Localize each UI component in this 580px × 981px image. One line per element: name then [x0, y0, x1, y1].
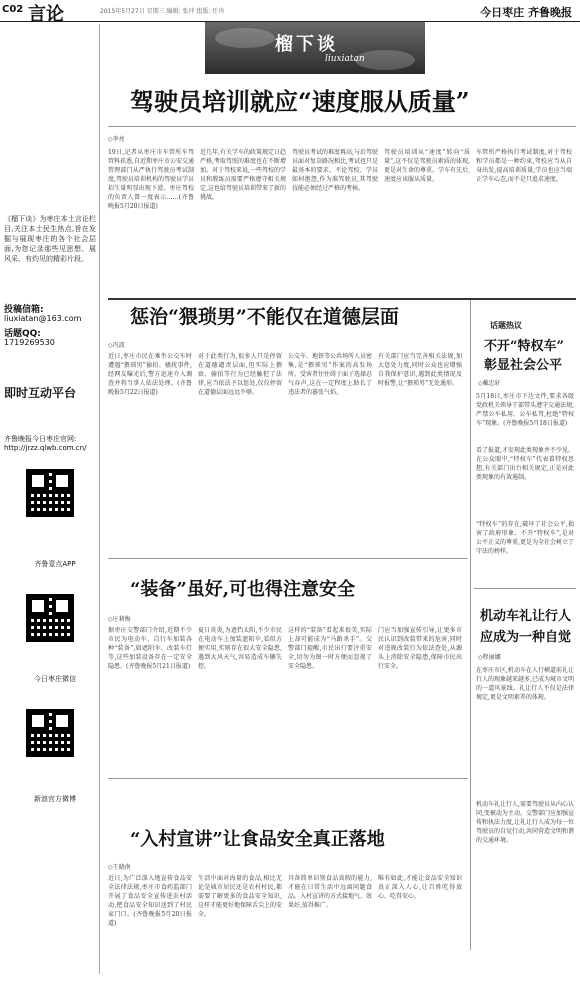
article-6-author: ◇程丽娜 [478, 654, 501, 661]
qq-title: 话题QQ: [4, 329, 41, 339]
page-number: C02 [2, 4, 24, 15]
divider [108, 558, 468, 559]
qr-code-weibo[interactable] [26, 709, 74, 757]
divider [474, 588, 576, 589]
cloud-decoration [215, 28, 275, 48]
article-3-col3: 这样的“装备”看起来很美,实际上却可能成为“马路杀手”。交警部门提醒,市民出行要注重安全,切勿为图一时方便而忽视了安全隐患。 [288, 627, 372, 670]
article-5-author: ◇戴忠轩 [478, 380, 501, 387]
article-3-col2: 夏日炎炎,为遮挡太阳,不少市民在电动车上加装遮阳伞,看似方便实用,实则存在很大安全隐患,遇到大风天气,容易造成车辆失控。 [198, 627, 282, 670]
article-4-col1: 近日,为广泛深入地宣传食品安全法律法规,枣庄市食药监部门开展了食品安全宣传进农村活动,把食品安全知识送到了村民家门口。(齐鲁晚报5月20日报道) [108, 875, 192, 927]
article-3-author: ◇庄莉梅 [108, 616, 131, 623]
article-4-col4: 唯有如此,才能让食品安全知识真正深入人心,让百姓吃得放心、吃得安心。 [378, 875, 462, 900]
page-header [0, 0, 580, 25]
article-1-col4: 驾驶员培训从“速度”转向“质量”,这不仅是驾驶员素质的体现,更是对生命的尊重。学车有先后,速度应该服从质量。 [384, 149, 470, 183]
article-3-col4: 门应当加强宣传引导,让更多市民认识到改装带来的危害,同时对违规改装行为依法查处,从源头上消除安全隐患,保障市民出行安全。 [378, 627, 462, 670]
divider [108, 126, 576, 127]
qr-label-weibo: 新浪官方微博 [34, 795, 76, 803]
article-2-col2: 对于此类行为,很多人只是停留在道德谴责层面,但实际上猥亵、偷拍等行为已经触犯了法律,应当依法予以惩处,仅仅停留在道德层面远远不够。 [198, 353, 282, 396]
qr-code-wechat[interactable] [26, 594, 74, 642]
website-url[interactable]: http://jrzz.qlwb.com.cn/ [4, 444, 87, 452]
column-subtitle: liuxiatan [325, 54, 365, 64]
article-6-p2: 机动车礼让行人,需要驾驶员从内心认同,变被动为主动。交警部门应加强宣传和执法力度,让礼让行人成为每一位驾驶员的自觉行动,共同营造文明和谐的交通环境。 [476, 801, 574, 844]
column-intro: 《榴下谈》为枣庄本土言论栏目,关注本土民生热点,旨在发掘与展现枣庄的各个社会层面,为您记录那些见思想、展风采、有灼见的精彩片段。 [4, 215, 96, 263]
qq-number: 1719269530 [4, 338, 55, 347]
article-1-headline: 驾驶员培训就应“速度服从质量” [130, 87, 470, 116]
article-1-col2: 近几年,有关学车的政策规定日趋严格,考取驾照的难度也在不断增加。对于驾校来说,一些驾校的学员和教练员需要严格遵守相关规定,这也给驾驶员培训带来了新的挑战。 [200, 149, 286, 201]
contribute-title: 投稿信箱: [4, 305, 44, 315]
article-6-headline-1: 机动车礼让行人 [480, 609, 572, 624]
column-name: 榴下谈 [275, 34, 338, 55]
column-divider [470, 300, 471, 950]
qr-label-wechat: 今日枣庄微信 [34, 675, 76, 683]
article-1-col3: 驾驶员考试的难度再高,与后驾驶员面对复杂路况相比,考试也只是最基本的要求。不论驾校、学员如何抱怨,作为准驾驶员,其驾驶技能必须经过严格的考核。 [292, 149, 378, 192]
article-4-col2: 生活中面对海量的食品,相比无论是城市居民还是农村村民,都需要了解更多的食品安全知识,这样才能更好地保障舌尖上的安全。 [198, 875, 282, 918]
article-2-col1: 近日,枣庄市民在乘坐公交车时遭遇“猥琐男”偷拍、骚扰事件,经网友曝光后,警方迅速介入调查并将当事人依法处理。(齐鲁晚报5月22日报道) [108, 353, 192, 396]
qr-code-app[interactable] [26, 469, 74, 517]
article-3-headline: “装备”虽好,可也得注意安全 [130, 579, 355, 600]
article-1-col1: 19日,记者从枣庄市车管所车驾管科获悉,自近期枣庄市公安交通管理部门从严执行驾驶员考试制度,驾驶员培训机构的驾驶员学员招生量明显出现下滑。枣庄驾校的负责人曾一度表示……(齐鲁晚报5月20日报道) [108, 149, 194, 210]
article-5-headline-2: 彰显社会公平 [484, 358, 563, 373]
dateline: 2015年5月27日 星期三 编辑: 张冲 组版: 任冉 [100, 8, 225, 15]
article-4-col3: 具备简单识别食品真假的能力,才能在日常生活中远离问题食品。入村宣讲的方式接地气、效果好,值得推广。 [288, 875, 372, 909]
article-6-headline-2: 应成为一种自觉 [480, 630, 572, 645]
article-5-p3: “特权车”的存在,破坏了社会公平,损害了政府形象。不开“特权车”,是对公平正义的尊重,更是为全社会树立了守法的榜样。 [476, 521, 574, 555]
article-1-author: ◇李亮 [108, 136, 125, 143]
article-5-headline-1: 不开“特权车” [484, 339, 564, 354]
topic-label: 话题热议 [490, 321, 522, 330]
column-banner [205, 22, 425, 74]
article-2-author: ◇冯波 [108, 342, 125, 349]
section-title: 言论 [28, 4, 64, 25]
newspaper-brand: 今日枣庄 齐鲁晚报 [480, 6, 572, 19]
article-5-p2: 看了报道,才发现此类现象并不少见。在公众眼中,“特权车”代表着特权思想,有关部门出台相关规定,正是对此类现象的有效遏制。 [476, 447, 574, 481]
article-5-p1: 5月18日,枣庄市下达文件,要求各级党政机关领导干部带头遵守交通法规,严禁公车私用、公车私驾,杜绝“特权车”现象。(齐鲁晚报5月18日报道) [476, 393, 574, 427]
article-4-author: ◇王晓南 [108, 864, 131, 871]
contribute-email[interactable]: liuxiatan@163.com [4, 314, 82, 323]
article-6-p1: 在枣庄市区,机动车在人行横道前礼让行人的现象越来越多,已成为城市文明的一道风景线。礼让行人不仅是法律规定,更是文明素养的体现。 [476, 667, 574, 701]
platform-title: 即时互动平台 [4, 386, 77, 400]
website-label: 齐鲁晚报今日枣庄官网: [4, 435, 77, 443]
article-4-headline: “入村宣讲”让食品安全真正落地 [130, 829, 385, 850]
article-2-col3: 公交车、地铁等公共场所人员密集,是“猥琐男”作案的高发场所。受害者往往碍于面子选择忍气吞声,这在一定程度上助长了违法者的嚣张气焰。 [288, 353, 372, 396]
divider [108, 778, 468, 779]
sidebar [0, 24, 100, 974]
article-2-headline: 惩治“猥琐男”不能仅在道德层面 [130, 306, 399, 328]
qr-label-app: 齐鲁壹点APP [34, 560, 76, 568]
divider [108, 298, 576, 300]
article-1-col5: 车管所严格执行考试制度,对于驾校和学员都是一种约束,驾校应当从自身出发,提高培训质量,学员也应当端正学车心态,而不是只追求速度。 [476, 149, 572, 183]
article-3-col1: 据枣庄交警部门介绍,近期不少市民为电动车、自行车加装各种“装备”,如遮阳伞、改装车灯等,这些加装设备存在一定安全隐患。(齐鲁晚报5月21日报道) [108, 627, 192, 670]
article-2-col4: 有关部门应当完善相关法规,加大惩处力度,同时公众也应增强自我保护意识,遇到此类情况及时报警,让“猥琐男”无处遁形。 [378, 353, 462, 387]
